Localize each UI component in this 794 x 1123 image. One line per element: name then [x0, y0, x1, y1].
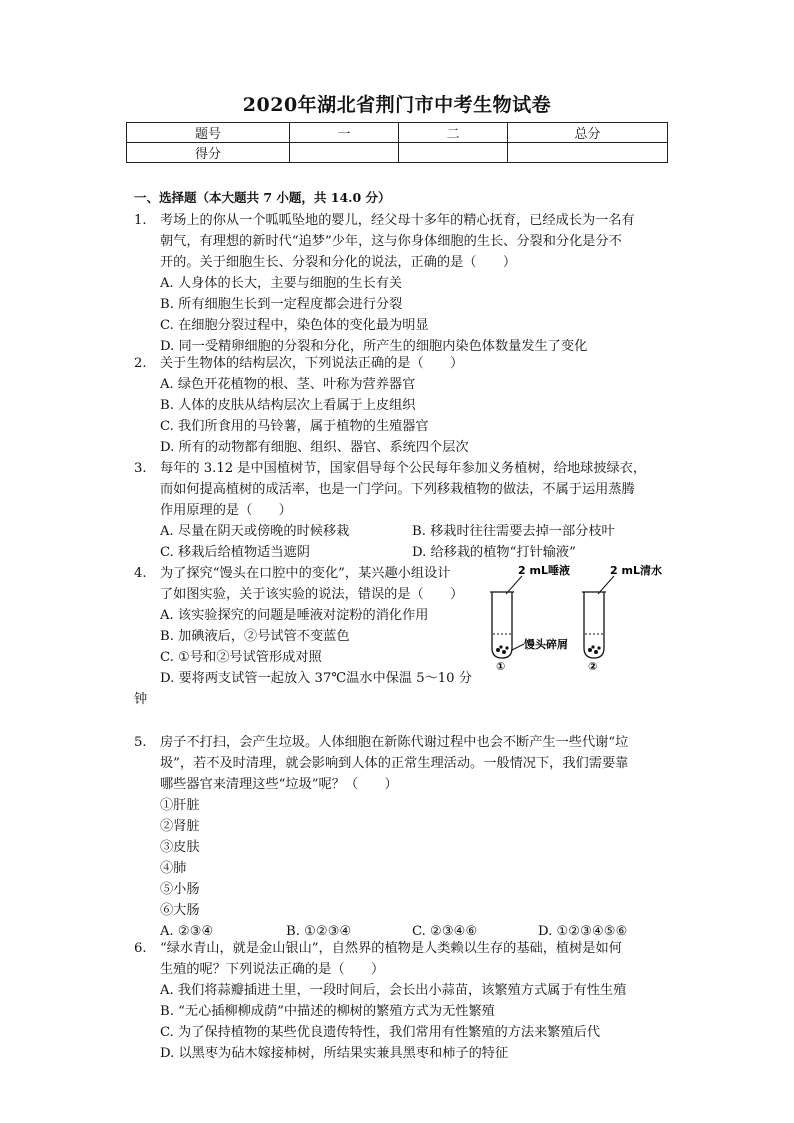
- stem-line: 开的。关于细胞生长、分裂和分化的说法，正确的是（ ）: [160, 255, 517, 270]
- option-b[interactable]: B. 移栽时往往需要去掉一部分枝叶: [412, 524, 615, 539]
- stem-line: 哪些器官来清理这些“垃圾”呢？（ ）: [160, 777, 398, 792]
- score-table: [126, 122, 668, 163]
- bread-crumb: [594, 650, 598, 654]
- question-stem: [160, 732, 668, 921]
- option-a[interactable]: A. 人身体的长大，主要与细胞的生长有关: [160, 276, 403, 291]
- stem-line: 朝气，有理想的新时代“追梦”少年，这与你身体细胞的生长、分裂和分化是分不: [160, 234, 622, 249]
- option-row: [160, 521, 668, 542]
- stem-line: 考场上的你从一个呱呱坠地的婴儿，经父母十多年的精心抚育，已经成长为一名有: [160, 213, 635, 228]
- question-1: [134, 210, 668, 357]
- score-table-score-row: [127, 143, 668, 163]
- pointer-line: [506, 576, 522, 594]
- question-6: [134, 938, 668, 1064]
- option-c[interactable]: C. ①号和②号试管形成对照: [160, 650, 322, 665]
- organ-item: ⑥大肠: [160, 903, 200, 918]
- stem-line: 圾”，若不及时清理，就会影响到人体的正常生理活动。一般情况下，我们需要靠: [160, 756, 629, 771]
- stem-line: 了如图实验，关于该实验的说法，错误的是（ ）: [160, 587, 464, 602]
- question-3: [134, 458, 668, 563]
- question-stem: [160, 210, 668, 273]
- option-b[interactable]: B. ①②③④: [286, 924, 352, 939]
- page-title: 2020年湖北省荆门市中考生物试卷: [242, 94, 552, 116]
- option-row: [160, 542, 668, 563]
- score-header-cell: 一: [290, 123, 399, 143]
- option-d[interactable]: D. 要将两支试管一起放入 37℃温水中保温 5～10 分: [160, 671, 472, 686]
- bread-crumb: [496, 648, 500, 652]
- option-b[interactable]: B. 加碘液后，②号试管不变蓝色: [160, 629, 350, 644]
- question-number: 1.: [134, 213, 147, 228]
- option-d[interactable]: D. ①②③④⑤⑥: [538, 924, 628, 939]
- option-d[interactable]: D. 同一受精卵细胞的分裂和分化，所产生的细胞内染色体数量发生了变化: [160, 339, 588, 354]
- stem-line: 为了探究“馒头在口腔中的变化”，某兴趣小组设计: [160, 566, 451, 581]
- question-stem: [160, 353, 668, 374]
- question-stem: [160, 938, 668, 980]
- option-c[interactable]: C. 为了保持植物的某些优良遗传特性，我们常用有性繁殖的方法来繁殖后代: [160, 1025, 601, 1040]
- pointer-line: [512, 644, 524, 650]
- organ-item: ②肾脏: [160, 819, 200, 834]
- bread-crumb: [499, 645, 502, 648]
- question-number: 4.: [134, 566, 147, 581]
- score-header-cell: 二: [399, 123, 508, 143]
- bread-crumb: [591, 645, 594, 648]
- tube-1-label: ①: [496, 660, 506, 672]
- score-cell[interactable]: [290, 143, 399, 163]
- option-d-continuation: 钟: [134, 692, 148, 707]
- question-stem: [160, 458, 668, 521]
- option-c[interactable]: C. ②③④⑥: [412, 924, 478, 939]
- stem-line: 每年的 3.12 是中国植树节，国家倡导每个公民每年参加义务植树，给地球披绿衣，: [160, 461, 647, 476]
- question-number: 2.: [134, 356, 147, 371]
- pointer-line: [598, 576, 614, 594]
- stem-line: 关于生物体的结构层次，下列说法正确的是（ ）: [160, 356, 464, 371]
- score-row-label: 得分: [127, 143, 290, 163]
- organ-item: ④肺: [160, 861, 187, 876]
- score-header-cell: 总分: [508, 123, 668, 143]
- stem-line: 作用原理的是（ ）: [160, 503, 292, 518]
- option-d[interactable]: D. 所有的动物都有细胞、组织、器官、系统四个层次: [160, 440, 469, 455]
- option-c[interactable]: C. 我们所食用的马铃薯，属于植物的生殖器官: [160, 419, 429, 434]
- question-5: [134, 732, 668, 942]
- stem-line: 房子不打扫，会产生垃圾。人体细胞在新陈代谢过程中也会不断产生一些代谢“垃: [160, 735, 629, 750]
- option-a[interactable]: A. ②③④: [160, 924, 214, 939]
- score-cell[interactable]: [399, 143, 508, 163]
- option-d[interactable]: D. 以黑枣为砧木嫁接柿树，所结果实兼具黑枣和柿子的特征: [160, 1046, 509, 1061]
- stem-line: “绿水青山，就是金山银山”，自然界的植物是人类赖以生存的基础，植树是如何: [160, 941, 622, 956]
- question-number: 6.: [134, 941, 147, 956]
- bread-crumb: [502, 650, 506, 654]
- label-bread-crumbs: 馒头碎屑: [524, 638, 568, 651]
- option-c[interactable]: C. 在细胞分裂过程中，染色体的变化最为明显: [160, 318, 429, 333]
- tube-2-label: ②: [588, 660, 598, 672]
- stem-line: 生殖的呢？下列说法正确的是（ ）: [160, 962, 385, 977]
- score-header-cell: 题号: [127, 123, 290, 143]
- experiment-figure: [480, 562, 680, 672]
- score-cell[interactable]: [508, 143, 668, 163]
- question-number: 3.: [134, 461, 147, 476]
- question-2: [134, 353, 668, 458]
- organ-item: ③皮肤: [160, 840, 200, 855]
- option-a[interactable]: A. 该实验探究的问题是唾液对淀粉的消化作用: [160, 608, 429, 623]
- label-water: 2 mL清水: [610, 564, 662, 577]
- bread-crumb: [505, 646, 508, 649]
- score-table-header-row: [127, 123, 668, 143]
- option-b[interactable]: B. “无心插柳柳成荫”中描述的柳树的繁殖方式为无性繁殖: [160, 1004, 495, 1019]
- option-b[interactable]: B. 人体的皮肤从结构层次上看属于上皮组织: [160, 398, 416, 413]
- organ-item: ①肝脏: [160, 798, 200, 813]
- label-saliva: 2 mL唾液: [518, 564, 570, 577]
- option-a[interactable]: A. 我们将蒜瓣插进土里，一段时间后，会长出小蒜苗，该繁殖方式属于有性生殖: [160, 983, 627, 998]
- organ-item: ⑤小肠: [160, 882, 200, 897]
- option-b[interactable]: B. 所有细胞生长到一定程度都会进行分裂: [160, 297, 403, 312]
- stem-line: 而如何提高植树的成活率，也是一门学问。下列移栽植物的做法，不属于运用蒸腾: [160, 482, 635, 497]
- section-heading: 一、选择题（本大题共 7 小题，共 14.0 分）: [134, 190, 391, 205]
- option-a[interactable]: A. 绿色开花植物的根、茎、叶称为营养器官: [160, 377, 416, 392]
- option-d[interactable]: D. 给移栽的植物“打针输液”: [412, 545, 576, 560]
- bread-crumb: [588, 648, 592, 652]
- bread-crumb: [597, 646, 600, 649]
- question-number: 5.: [134, 735, 147, 750]
- option-c[interactable]: C. 移栽后给植物适当遮阴: [160, 545, 310, 560]
- option-a[interactable]: A. 尽量在阴天或傍晚的时候移栽: [160, 524, 350, 539]
